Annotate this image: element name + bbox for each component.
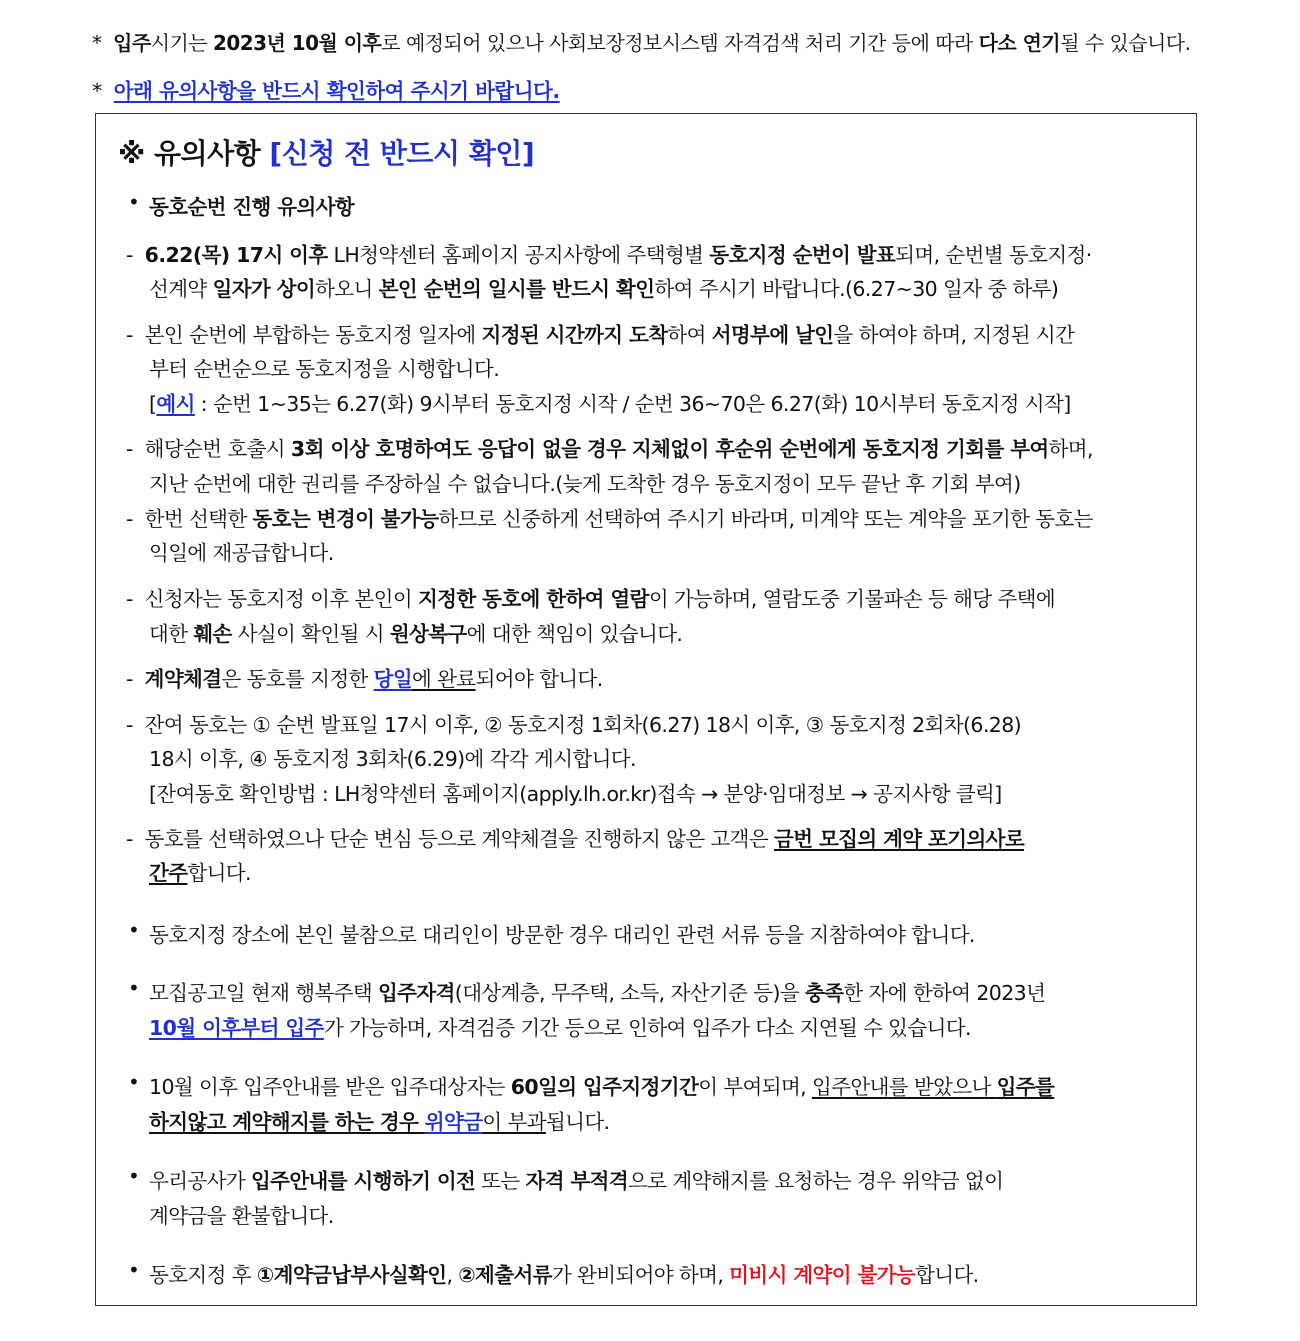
item-1-line-2: 선계약 일자가 상이하오니 본인 순번의 일시를 반드시 확인하여 주시기 바랍니다.(6.27~30 일자 중 하루)	[149, 277, 1059, 301]
bullet-icon: •	[128, 918, 140, 942]
caution-box	[95, 113, 1197, 1306]
bullet-eligibility-line-2: 10월 이후부터 입주가 가능하며, 자격검증 기간 등으로 인하여 입주가 다소 지연될 수 있습니다.	[149, 1016, 971, 1040]
caution-title-bracket: [신청 전 반드시 확인]	[269, 137, 535, 170]
bullet-documents: 동호지정 후 ①계약금납부사실확인, ②제출서류가 완비되어야 하며, 미비시 계약이 불가능합니다.	[149, 1263, 979, 1287]
item-7-line-3: [잔여동호 확인방법 : LH청약센터 홈페이지(apply.lh.or.kr)접속 → 분양·임대정보 → 공지사항 클릭]	[149, 782, 1002, 806]
item-3-line-2: 지난 순번에 대한 권리를 주장하실 수 없습니다.(늦게 도착한 경우 동호지정이 모두 끝난 후 기회 부여)	[149, 472, 1021, 496]
note1-text: 시기는	[150, 31, 213, 55]
item-6: - 계약체결은 동호를 지정한 당일에 완료되어야 합니다.	[126, 667, 603, 691]
item-2-line-3: [예시 : 순번 1~35는 6.27(화) 9시부터 동호지정 시작 / 순번 36~70은 6.27(화) 10시부터 동호지정 시작]	[149, 392, 1071, 416]
bullet-penalty-line-2: 하지않고 계약해지를 하는 경우 위약금이 부과됩니다.	[149, 1110, 610, 1134]
caution-title	[118, 132, 534, 172]
section-heading: 동호순번 진행 유의사항	[149, 195, 355, 219]
bullet-refund-line-1: 우리공사가 입주안내를 시행하기 이전 또는 자격 부적격으로 계약해지를 요청하는 경우 위약금 없이	[149, 1169, 1004, 1193]
bullet-icon: •	[128, 190, 140, 214]
note1-text-2: 로 예정되어 있으나 사회보장정보시스템 자격검색 처리 기간 등에 따라	[381, 31, 979, 55]
bullet-penalty-line-1: 10월 이후 입주안내를 받은 입주대상자는 60일의 입주지정기간이 부여되며, 입주안내를 받았으나 입주를	[149, 1075, 1055, 1099]
note1-date: 2023년 10월 이후	[212, 31, 382, 55]
bullet-icon: •	[128, 976, 140, 1000]
bullet-eligibility-line-1: 모집공고일 현재 행복주택 입주자격(대상계층, 무주택, 소득, 자산기준 등)을 충족한 자에 한하여 2023년	[149, 981, 1046, 1005]
bullet-icon: •	[128, 1164, 140, 1188]
note-star: *	[92, 79, 102, 103]
item-1-line-1: - 6.22(목) 17시 이후 LH청약센터 홈페이지 공지사항에 주택형별 동호지정 순번이 발표되며, 순번별 동호지정·	[126, 243, 1092, 267]
item-4-line-2: 익일에 재공급합니다.	[149, 541, 334, 565]
item-3-line-1: - 해당순번 호출시 3회 이상 호명하여도 응답이 없을 경우 지체없이 후순위 순번에게 동호지정 기회를 부여하며,	[126, 437, 1093, 461]
item-7-line-1: - 잔여 동호는 ① 순번 발표일 17시 이후, ② 동호지정 1회차(6.27) 18시 이후, ③ 동호지정 2회차(6.28)	[126, 713, 1022, 737]
item-2-line-2: 부터 순번순으로 동호지정을 시행합니다.	[149, 357, 500, 381]
bullet-icon: •	[128, 1070, 140, 1094]
bullet-proxy: 동호지정 장소에 본인 불참으로 대리인이 방문한 경우 대리인 관련 서류 등을 지참하여야 합니다.	[149, 923, 975, 947]
caution-title-prefix: ※ 유의사항	[118, 137, 270, 170]
item-2-line-1: - 본인 순번에 부합하는 동호지정 일자에 지정된 시간까지 도착하여 서명부에 날인을 하여야 하며, 지정된 시간	[126, 323, 1075, 347]
item-7-line-2: 18시 이후, ④ 동호지정 3회차(6.29)에 각각 게시합니다.	[149, 747, 636, 771]
example-label: 예시	[156, 392, 195, 416]
item-5-line-2: 대한 훼손 사실이 확인될 시 원상복구에 대한 책임이 있습니다.	[149, 622, 683, 646]
note1-move-in: 입주	[113, 31, 151, 55]
item-8-line-1: - 동호를 선택하였으나 단순 변심 등으로 계약체결을 진행하지 않은 고객은 금번 모집의 계약 포기의사로	[126, 827, 1025, 851]
bullet-refund-line-2: 계약금을 환불합니다.	[149, 1204, 334, 1228]
item-4-line-1: - 한번 선택한 동호는 변경이 불가능하므로 신중하게 선택하여 주시기 바라며, 미계약 또는 계약을 포기한 동호는	[126, 507, 1093, 531]
bullet-icon: •	[128, 1258, 140, 1282]
item-8-line-2: 간주합니다.	[149, 861, 251, 885]
note2-text: 아래 유의사항을 반드시 확인하여 주시기 바랍니다.	[113, 79, 560, 103]
notice-move-in-schedule	[92, 27, 1190, 56]
note1-delay: 다소 연기	[978, 31, 1061, 55]
note1-text-3: 될 수 있습니다.	[1060, 31, 1191, 55]
item-5-line-1: - 신청자는 동호지정 이후 본인이 지정한 동호에 한하여 열람이 가능하며, 열람도중 기물파손 등 해당 주택에	[126, 587, 1056, 611]
note-star: *	[92, 31, 102, 55]
notice-check-cautions	[92, 74, 560, 104]
